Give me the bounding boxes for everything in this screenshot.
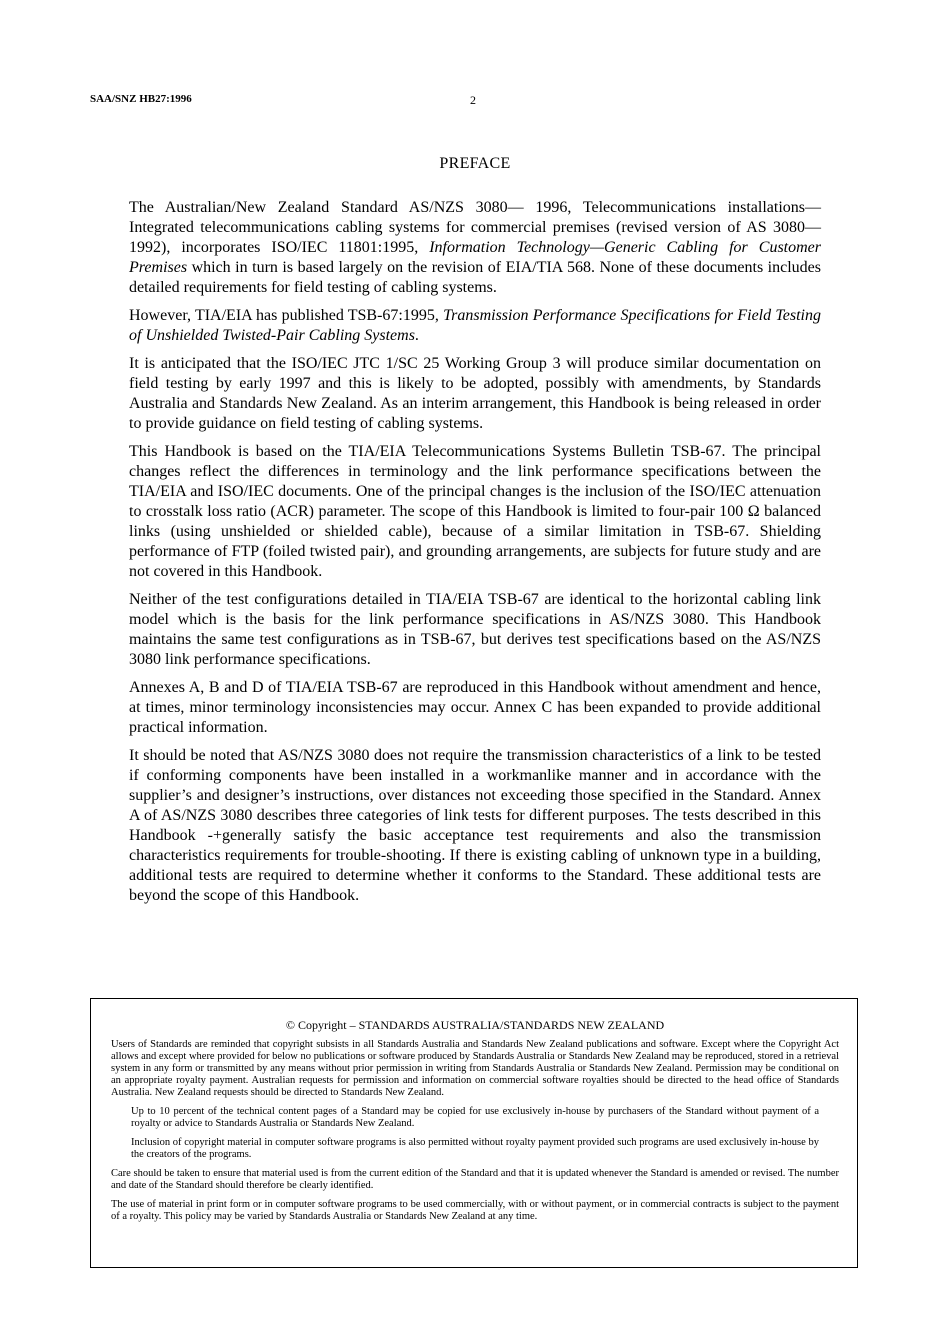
paragraph-standard-intro <box>129 198 821 298</box>
paragraph-note: It should be noted that AS/NZS 3080 does not require the transmission characteristics of a link to be tested if conforming components have been installed in a workmanlike manner and in accordance with the supplier’s and designer’s instructions, over distances not exceeding those specified in the Standard. Annex A of AS/NZS 3080 describes three categories of link tests for different purposes. The tests described in this Handbook -+generally satisfy the basic acceptance test requirements and also the transmission characteristics requirements for trouble-shooting. If there is existing cabling of unknown type in a building, additional tests are required to determine whether it conforms to the Standard. These additional tests are beyond the scope of this Handbook. <box>129 747 821 904</box>
paragraph-basis: This Handbook is based on the TIA/EIA Telecommunications Systems Bulletin TSB-67. The principal changes reflect the differences in terminology and the link performance specifications between the TIA/EIA and ISO/IEC documents. One of the principal changes is the inclusion of the ISO/IEC attenuation to crosstalk loss ratio (ACR) parameter. The scope of this Handbook is limited to four-pair 100 Ω balanced links (using unshielded or shielded cable), because of a similar limitation in TSB-67. Shielding performance of FTP (foiled twisted pair), and grounding arrangements, are subjects for future study and are not covered in this Handbook. <box>129 443 821 580</box>
page-title: PREFACE <box>439 155 511 172</box>
paragraph-text: . <box>414 327 419 344</box>
paragraph-annexes: Annexes A, B and D of TIA/EIA TSB-67 are reproduced in this Handbook without amendment and hence, at times, minor terminology inconsistencies may occur. Annex C has been expanded to provide additional practical information. <box>129 679 821 736</box>
copyright-title: © Copyright – STANDARDS AUSTRALIA/STANDARDS NEW ZEALAND <box>285 1018 665 1032</box>
paragraph-text: The Australian/New Zealand Standard AS/NZS 3080— 1996, Telecommunications installations—Integrated telecommunications cabling systems for commercial premises (revised version of AS 3080— 1992), incorporates ISO/IEC 11801:1995, <box>129 199 821 256</box>
italic-title: Information Technology—Generic Cabling for Customer Premises <box>129 239 821 276</box>
copyright-paragraph: Care should be taken to ensure that material used is from the current edition of the Standard and that it is updated whenever the Standard is amended or revised. The number and date of the Standard should therefore be clearly identified. <box>111 1168 839 1191</box>
paragraph-text: which in turn is based largely on the revision of EIA/TIA 568. None of these documents includes detailed requirements for field testing of cabling systems. <box>129 259 821 296</box>
paragraph-tsb67 <box>129 306 821 346</box>
italic-title: Transmission Performance Specifications for Field Testing of Unshielded Twisted-Pair Cabling Systems <box>129 307 821 344</box>
copyright-notice-box <box>90 998 858 1268</box>
document-code: SAA/SNZ HB27:1996 <box>90 93 192 105</box>
copyright-paragraph: Inclusion of copyright material in computer software programs is also permitted without royalty payment provided such programs are used exclusively in-house by the creators of the programs. <box>131 1137 819 1160</box>
copyright-paragraph: Users of Standards are reminded that copyright subsists in all Standards Australia and Standards New Zealand publications and software. Except where the Copyright Act allows and except where provided for below no publications or software produced by Standards Australia or Standards New Zealand may be reproduced, stored in a retrieval system in any form or transmitted by any means without prior permission in writing from Standards Australia or Standards New Zealand. Permission may be conditional on an appropriate royalty payment. Australian requests for permission and information on commercial software royalties should be directed to the head office of Standards Australia. New Zealand requests should be directed to Standards New Zealand. <box>111 1039 839 1098</box>
paragraph-text: However, TIA/EIA has published TSB-67:1995, <box>129 307 444 324</box>
paragraph-test-configurations: Neither of the test configurations detailed in TIA/EIA TSB-67 are identical to the horizontal cabling link model which is the basis for the link performance specifications in AS/NZS 3080. This Handbook maintains the same test configurations as in TSB-67, but derives test specifications based on the AS/NZS 3080 link performance specifications. <box>129 591 821 668</box>
page-number: 2 <box>470 93 476 107</box>
copyright-paragraph: Up to 10 percent of the technical content pages of a Standard may be copied for use exclusively in-house by purchasers of the Standard without payment of a royalty or advice to Standards Australia or Standards New Zealand. <box>131 1106 819 1129</box>
paragraph-anticipated: It is anticipated that the ISO/IEC JTC 1/SC 25 Working Group 3 will produce similar documentation on field testing by early 1997 and this is likely to be adopted, possibly with amendments, by Standards Australia and Standards New Zealand. As an interim arrangement, this Handbook is being released in order to provide guidance on field testing of cabling systems. <box>129 355 821 432</box>
preface-body <box>129 198 821 914</box>
copyright-paragraph: The use of material in print form or in computer software programs to be used commercially, with or without payment, or in commercial contracts is subject to the payment of a royalty. This policy may be varied by Standards Australia or Standards New Zealand at any time. <box>111 1199 839 1222</box>
